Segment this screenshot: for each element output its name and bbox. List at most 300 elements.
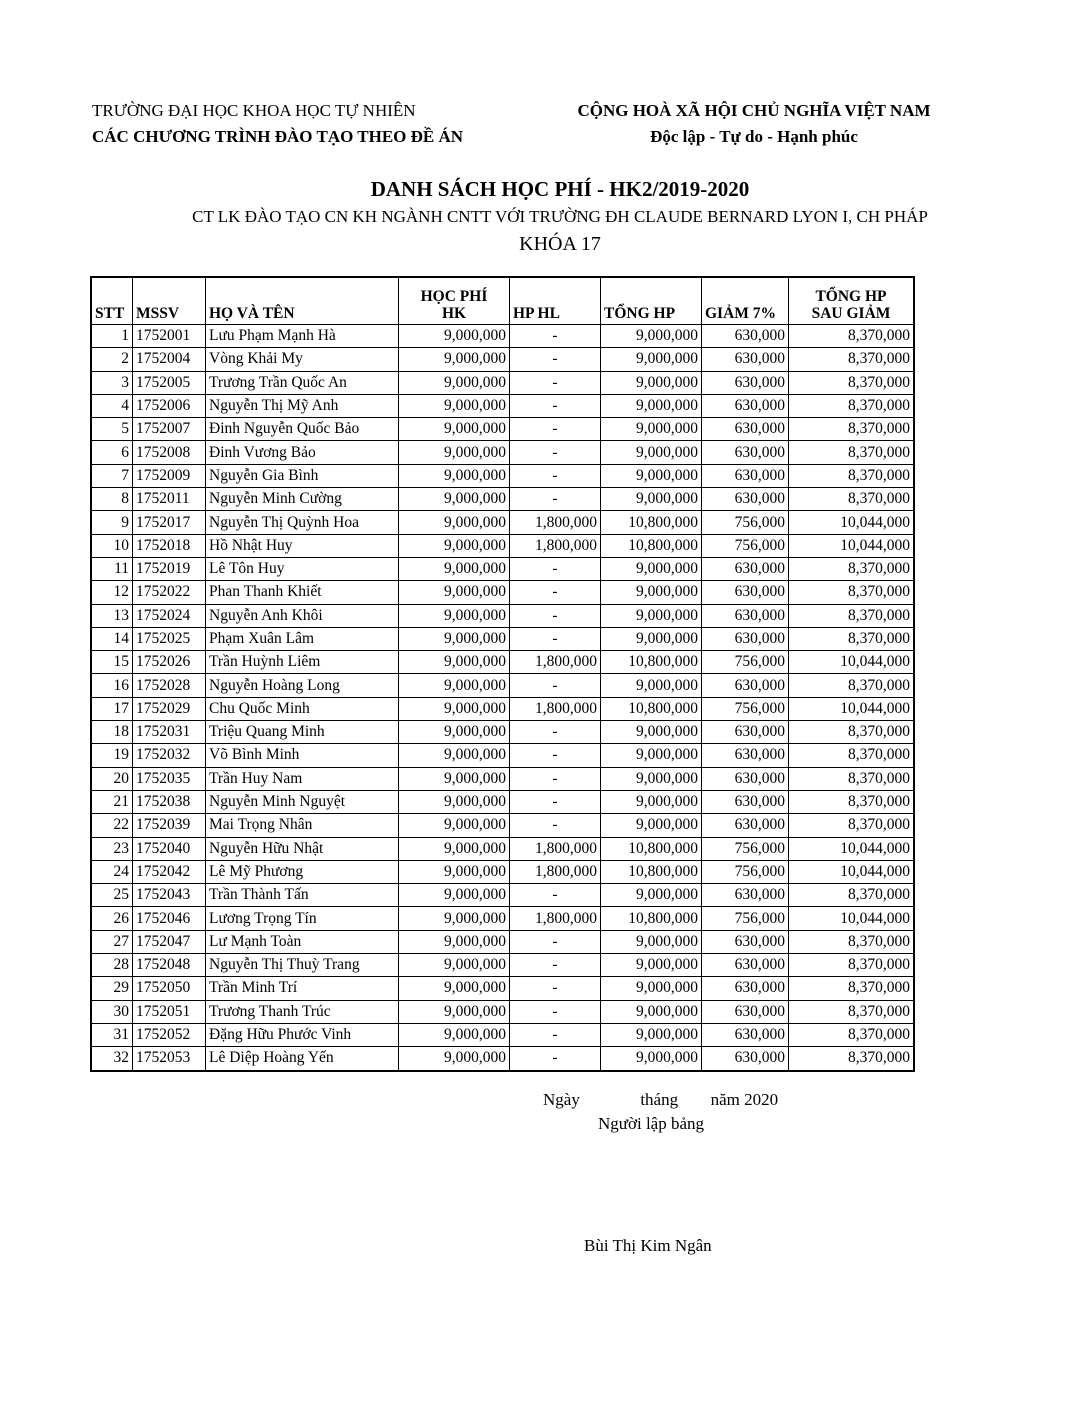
cell-stt: 8 (91, 488, 133, 511)
cell-name: Nguyễn Minh Cường (206, 488, 399, 511)
national-motto: Độc lập - Tự do - Hạnh phúc (650, 127, 858, 146)
cell-discount: 630,000 (702, 627, 789, 650)
cell-discount: 756,000 (702, 534, 789, 557)
cell-name: Nguyễn Thị Thuỳ Trang (206, 954, 399, 977)
cell-hp-hl: - (510, 604, 601, 627)
header-total: TỔNG HP (601, 277, 702, 325)
cell-tuition-hk: 9,000,000 (399, 814, 510, 837)
cell-tuition-hk: 9,000,000 (399, 744, 510, 767)
cell-name: Lư Mạnh Toàn (206, 930, 399, 953)
program-title: CT LK ĐÀO TẠO CN KH NGÀNH CNTT VỚI TRƯỜNG ĐH CLAUDE BERNARD LYON I, CH PHÁP (192, 207, 928, 226)
cell-stt: 4 (91, 394, 133, 417)
cell-stt: 1 (91, 325, 133, 348)
table-row (91, 441, 914, 464)
cell-total-after: 8,370,000 (789, 884, 915, 907)
cell-discount: 630,000 (702, 814, 789, 837)
cell-mssv: 1752042 (133, 860, 206, 883)
cell-stt: 22 (91, 814, 133, 837)
cell-discount: 756,000 (702, 651, 789, 674)
cell-name: Trần Thành Tấn (206, 884, 399, 907)
cell-stt: 27 (91, 930, 133, 953)
cell-stt: 7 (91, 464, 133, 487)
table-row (91, 721, 914, 744)
cell-total-after: 8,370,000 (789, 767, 915, 790)
header-total-after (789, 277, 915, 325)
cell-stt: 28 (91, 954, 133, 977)
cell-total: 10,800,000 (601, 907, 702, 930)
cell-total: 9,000,000 (601, 674, 702, 697)
cell-total: 10,800,000 (601, 511, 702, 534)
cell-hp-hl: 1,800,000 (510, 907, 601, 930)
cell-name: Trương Trần Quốc An (206, 371, 399, 394)
cell-hp-hl: - (510, 348, 601, 371)
cell-mssv: 1752004 (133, 348, 206, 371)
cell-discount: 630,000 (702, 325, 789, 348)
cell-discount: 630,000 (702, 418, 789, 441)
table-row (91, 557, 914, 580)
cell-total-after: 8,370,000 (789, 394, 915, 417)
cell-name: Lê Diệp Hoàng Yến (206, 1047, 399, 1071)
cell-hp-hl: - (510, 394, 601, 417)
cell-tuition-hk: 9,000,000 (399, 464, 510, 487)
cell-total: 10,800,000 (601, 860, 702, 883)
cell-mssv: 1752017 (133, 511, 206, 534)
cell-tuition-hk: 9,000,000 (399, 418, 510, 441)
cell-total-after: 8,370,000 (789, 627, 915, 650)
table-row (91, 464, 914, 487)
cell-total: 9,000,000 (601, 790, 702, 813)
cell-hp-hl: - (510, 1047, 601, 1071)
cell-mssv: 1752052 (133, 1023, 206, 1046)
cell-total-after: 8,370,000 (789, 371, 915, 394)
cell-stt: 17 (91, 697, 133, 720)
table-row (91, 1047, 914, 1071)
cell-tuition-hk: 9,000,000 (399, 1023, 510, 1046)
header-mssv: MSSV (133, 277, 206, 325)
cell-stt: 20 (91, 767, 133, 790)
cell-discount: 630,000 (702, 767, 789, 790)
cell-name: Trần Minh Trí (206, 977, 399, 1000)
cell-total-after: 8,370,000 (789, 348, 915, 371)
cell-tuition-hk: 9,000,000 (399, 1000, 510, 1023)
cell-total-after: 8,370,000 (789, 581, 915, 604)
cell-total-after: 8,370,000 (789, 954, 915, 977)
cell-hp-hl: - (510, 954, 601, 977)
cell-stt: 16 (91, 674, 133, 697)
cell-hp-hl: - (510, 488, 601, 511)
cell-mssv: 1752053 (133, 1047, 206, 1071)
table-maker-label: Người lập bảng (598, 1114, 705, 1133)
cell-total-after: 8,370,000 (789, 488, 915, 511)
table-row (91, 488, 914, 511)
table-row (91, 534, 914, 557)
header-discount: GIẢM 7% (702, 277, 789, 325)
cell-stt: 10 (91, 534, 133, 557)
cell-tuition-hk: 9,000,000 (399, 1047, 510, 1071)
table-row (91, 627, 914, 650)
cell-stt: 15 (91, 651, 133, 674)
cell-total-after: 10,044,000 (789, 837, 915, 860)
cell-name: Trần Huỳnh Liêm (206, 651, 399, 674)
cell-total-after: 8,370,000 (789, 418, 915, 441)
table-row (91, 1023, 914, 1046)
table-row (91, 860, 914, 883)
cell-discount: 756,000 (702, 837, 789, 860)
cell-name: Phạm Xuân Lâm (206, 627, 399, 650)
cell-mssv: 1752011 (133, 488, 206, 511)
cell-total-after: 8,370,000 (789, 977, 915, 1000)
cohort-title: KHÓA 17 (519, 233, 601, 255)
cell-hp-hl: - (510, 418, 601, 441)
cell-total-after: 10,044,000 (789, 534, 915, 557)
cell-mssv: 1752018 (133, 534, 206, 557)
cell-stt: 19 (91, 744, 133, 767)
cell-tuition-hk: 9,000,000 (399, 488, 510, 511)
table-row (91, 884, 914, 907)
cell-stt: 2 (91, 348, 133, 371)
cell-mssv: 1752050 (133, 977, 206, 1000)
table-row (91, 767, 914, 790)
cell-hp-hl: 1,800,000 (510, 697, 601, 720)
cell-total-after: 8,370,000 (789, 604, 915, 627)
cell-total-after: 8,370,000 (789, 1047, 915, 1071)
cell-discount: 630,000 (702, 674, 789, 697)
cell-stt: 9 (91, 511, 133, 534)
cell-stt: 14 (91, 627, 133, 650)
cell-discount: 756,000 (702, 860, 789, 883)
cell-total: 9,000,000 (601, 488, 702, 511)
cell-total: 10,800,000 (601, 697, 702, 720)
cell-mssv: 1752008 (133, 441, 206, 464)
cell-mssv: 1752048 (133, 954, 206, 977)
signer-name: Bùi Thị Kim Ngân (584, 1236, 712, 1255)
cell-tuition-hk: 9,000,000 (399, 697, 510, 720)
cell-total: 9,000,000 (601, 557, 702, 580)
table-row (91, 581, 914, 604)
cell-discount: 630,000 (702, 557, 789, 580)
header-tuition-hk-line1: HỌC PHÍ (420, 288, 488, 305)
table-row (91, 394, 914, 417)
cell-mssv: 1752051 (133, 1000, 206, 1023)
program-unit: CÁC CHƯƠNG TRÌNH ĐÀO TẠO THEO ĐỀ ÁN (92, 127, 464, 146)
cell-total-after: 8,370,000 (789, 721, 915, 744)
cell-mssv: 1752009 (133, 464, 206, 487)
cell-total: 9,000,000 (601, 954, 702, 977)
document-title: DANH SÁCH HỌC PHÍ - HK2/2019-2020 (370, 177, 750, 201)
cell-name: Nguyễn Thị Mỹ Anh (206, 394, 399, 417)
cell-name: Lương Trọng Tín (206, 907, 399, 930)
cell-mssv: 1752046 (133, 907, 206, 930)
cell-discount: 630,000 (702, 348, 789, 371)
cell-total: 9,000,000 (601, 441, 702, 464)
date-line (543, 1090, 778, 1110)
cell-name: Nguyễn Hoàng Long (206, 674, 399, 697)
institution-header (92, 98, 463, 150)
cell-stt: 21 (91, 790, 133, 813)
header-total-after-line2: SAU GIẢM (811, 305, 891, 322)
cell-name: Võ Bình Minh (206, 744, 399, 767)
table-row (91, 604, 914, 627)
cell-mssv: 1752022 (133, 581, 206, 604)
cell-name: Lưu Phạm Mạnh Hà (206, 325, 399, 348)
cell-total-after: 8,370,000 (789, 744, 915, 767)
cell-discount: 630,000 (702, 790, 789, 813)
cell-discount: 630,000 (702, 977, 789, 1000)
cell-hp-hl: - (510, 977, 601, 1000)
cell-total-after: 10,044,000 (789, 511, 915, 534)
cell-mssv: 1752032 (133, 744, 206, 767)
national-header (552, 98, 956, 150)
cell-hp-hl: - (510, 884, 601, 907)
cell-tuition-hk: 9,000,000 (399, 604, 510, 627)
cell-stt: 3 (91, 371, 133, 394)
cell-name: Đinh Nguyễn Quốc Bảo (206, 418, 399, 441)
table-row (91, 348, 914, 371)
cell-mssv: 1752025 (133, 627, 206, 650)
cell-stt: 29 (91, 977, 133, 1000)
cell-name: Vòng Khải My (206, 348, 399, 371)
table-row (91, 814, 914, 837)
table-row (91, 697, 914, 720)
cell-name: Triệu Quang Minh (206, 721, 399, 744)
cell-tuition-hk: 9,000,000 (399, 511, 510, 534)
cell-discount: 630,000 (702, 744, 789, 767)
cell-mssv: 1752028 (133, 674, 206, 697)
cell-total: 10,800,000 (601, 837, 702, 860)
cell-total: 9,000,000 (601, 884, 702, 907)
cell-tuition-hk: 9,000,000 (399, 394, 510, 417)
cell-stt: 6 (91, 441, 133, 464)
table-header-row (91, 277, 914, 325)
cell-stt: 32 (91, 1047, 133, 1071)
document-title-block (60, 174, 1060, 258)
cell-tuition-hk: 9,000,000 (399, 954, 510, 977)
country-name: CỘNG HOÀ XÃ HỘI CHỦ NGHĨA VIỆT NAM (577, 101, 931, 120)
cell-total: 9,000,000 (601, 627, 702, 650)
cell-stt: 30 (91, 1000, 133, 1023)
cell-mssv: 1752024 (133, 604, 206, 627)
cell-total: 9,000,000 (601, 767, 702, 790)
cell-hp-hl: - (510, 930, 601, 953)
table-row (91, 371, 914, 394)
cell-total: 9,000,000 (601, 394, 702, 417)
cell-hp-hl: - (510, 371, 601, 394)
cell-stt: 24 (91, 860, 133, 883)
cell-hp-hl: - (510, 767, 601, 790)
cell-tuition-hk: 9,000,000 (399, 860, 510, 883)
cell-total: 9,000,000 (601, 930, 702, 953)
header-total-after-line1: TỔNG HP (815, 288, 887, 305)
table-row (91, 907, 914, 930)
cell-tuition-hk: 9,000,000 (399, 557, 510, 580)
date-year-label: năm 2020 (710, 1090, 779, 1109)
cell-total-after: 10,044,000 (789, 651, 915, 674)
cell-hp-hl: 1,800,000 (510, 837, 601, 860)
table-row (91, 674, 914, 697)
cell-total: 9,000,000 (601, 464, 702, 487)
cell-total: 9,000,000 (601, 1000, 702, 1023)
cell-discount: 630,000 (702, 441, 789, 464)
cell-discount: 630,000 (702, 954, 789, 977)
cell-name: Chu Quốc Minh (206, 697, 399, 720)
cell-hp-hl: - (510, 627, 601, 650)
cell-name: Phan Thanh Khiết (206, 581, 399, 604)
table-body (91, 325, 914, 1071)
table-row (91, 790, 914, 813)
cell-total-after: 8,370,000 (789, 441, 915, 464)
cell-stt: 13 (91, 604, 133, 627)
cell-tuition-hk: 9,000,000 (399, 837, 510, 860)
cell-total-after: 8,370,000 (789, 1000, 915, 1023)
cell-discount: 630,000 (702, 488, 789, 511)
cell-tuition-hk: 9,000,000 (399, 674, 510, 697)
cell-stt: 5 (91, 418, 133, 441)
cell-tuition-hk: 9,000,000 (399, 767, 510, 790)
cell-tuition-hk: 9,000,000 (399, 977, 510, 1000)
cell-mssv: 1752039 (133, 814, 206, 837)
cell-tuition-hk: 9,000,000 (399, 721, 510, 744)
cell-hp-hl: 1,800,000 (510, 511, 601, 534)
cell-hp-hl: - (510, 744, 601, 767)
header-tuition-hk-line2: HK (441, 305, 467, 322)
cell-discount: 630,000 (702, 1023, 789, 1046)
cell-hp-hl: - (510, 1000, 601, 1023)
cell-discount: 630,000 (702, 1000, 789, 1023)
cell-total: 9,000,000 (601, 418, 702, 441)
cell-total-after: 10,044,000 (789, 697, 915, 720)
cell-tuition-hk: 9,000,000 (399, 651, 510, 674)
cell-hp-hl: - (510, 1023, 601, 1046)
cell-total: 9,000,000 (601, 325, 702, 348)
cell-tuition-hk: 9,000,000 (399, 325, 510, 348)
cell-total: 9,000,000 (601, 371, 702, 394)
cell-total: 9,000,000 (601, 1023, 702, 1046)
table-row (91, 651, 914, 674)
cell-hp-hl: - (510, 790, 601, 813)
cell-total: 9,000,000 (601, 581, 702, 604)
header-tuition-hk (399, 277, 510, 325)
cell-name: Nguyễn Hữu Nhật (206, 837, 399, 860)
cell-name: Đinh Vương Bảo (206, 441, 399, 464)
cell-mssv: 1752026 (133, 651, 206, 674)
cell-total-after: 10,044,000 (789, 860, 915, 883)
cell-tuition-hk: 9,000,000 (399, 884, 510, 907)
cell-discount: 630,000 (702, 721, 789, 744)
cell-total: 10,800,000 (601, 651, 702, 674)
date-month-label: tháng (640, 1090, 679, 1109)
cell-mssv: 1752035 (133, 767, 206, 790)
table-row (91, 418, 914, 441)
cell-hp-hl: 1,800,000 (510, 860, 601, 883)
cell-total-after: 8,370,000 (789, 464, 915, 487)
cell-stt: 18 (91, 721, 133, 744)
cell-mssv: 1752040 (133, 837, 206, 860)
cell-total: 9,000,000 (601, 977, 702, 1000)
cell-total-after: 8,370,000 (789, 790, 915, 813)
table-row (91, 744, 914, 767)
cell-tuition-hk: 9,000,000 (399, 790, 510, 813)
cell-mssv: 1752038 (133, 790, 206, 813)
cell-hp-hl: - (510, 441, 601, 464)
cell-mssv: 1752019 (133, 557, 206, 580)
cell-discount: 630,000 (702, 1047, 789, 1071)
cell-total-after: 8,370,000 (789, 325, 915, 348)
cell-name: Đặng Hữu Phước Vinh (206, 1023, 399, 1046)
cell-hp-hl: - (510, 814, 601, 837)
cell-total-after: 8,370,000 (789, 557, 915, 580)
cell-tuition-hk: 9,000,000 (399, 627, 510, 650)
table-row (91, 930, 914, 953)
cell-tuition-hk: 9,000,000 (399, 348, 510, 371)
cell-total: 10,800,000 (601, 534, 702, 557)
cell-discount: 756,000 (702, 907, 789, 930)
table-row (91, 837, 914, 860)
cell-hp-hl: - (510, 464, 601, 487)
table-row (91, 1000, 914, 1023)
cell-tuition-hk: 9,000,000 (399, 534, 510, 557)
cell-name: Trần Huy Nam (206, 767, 399, 790)
cell-tuition-hk: 9,000,000 (399, 930, 510, 953)
cell-discount: 630,000 (702, 930, 789, 953)
cell-hp-hl: 1,800,000 (510, 651, 601, 674)
cell-mssv: 1752031 (133, 721, 206, 744)
cell-stt: 26 (91, 907, 133, 930)
cell-discount: 630,000 (702, 884, 789, 907)
cell-tuition-hk: 9,000,000 (399, 907, 510, 930)
cell-discount: 630,000 (702, 604, 789, 627)
cell-name: Hồ Nhật Huy (206, 534, 399, 557)
cell-mssv: 1752007 (133, 418, 206, 441)
cell-name: Lê Mỹ Phương (206, 860, 399, 883)
cell-stt: 31 (91, 1023, 133, 1046)
cell-discount: 630,000 (702, 371, 789, 394)
date-day-label: Ngày (543, 1090, 580, 1109)
cell-mssv: 1752047 (133, 930, 206, 953)
cell-total-after: 8,370,000 (789, 814, 915, 837)
cell-hp-hl: - (510, 721, 601, 744)
cell-name: Mai Trọng Nhân (206, 814, 399, 837)
cell-name: Lê Tôn Huy (206, 557, 399, 580)
table-row (91, 954, 914, 977)
cell-name: Nguyễn Thị Quỳnh Hoa (206, 511, 399, 534)
cell-name: Nguyễn Anh Khôi (206, 604, 399, 627)
cell-tuition-hk: 9,000,000 (399, 371, 510, 394)
cell-tuition-hk: 9,000,000 (399, 441, 510, 464)
cell-discount: 630,000 (702, 464, 789, 487)
cell-stt: 23 (91, 837, 133, 860)
cell-tuition-hk: 9,000,000 (399, 581, 510, 604)
cell-total-after: 8,370,000 (789, 1023, 915, 1046)
cell-mssv: 1752006 (133, 394, 206, 417)
cell-total-after: 8,370,000 (789, 674, 915, 697)
cell-discount: 756,000 (702, 697, 789, 720)
cell-discount: 630,000 (702, 394, 789, 417)
cell-total: 9,000,000 (601, 721, 702, 744)
cell-total: 9,000,000 (601, 604, 702, 627)
cell-hp-hl: 1,800,000 (510, 534, 601, 557)
cell-name: Nguyễn Minh Nguyệt (206, 790, 399, 813)
cell-hp-hl: - (510, 674, 601, 697)
cell-name: Trương Thanh Trúc (206, 1000, 399, 1023)
cell-mssv: 1752005 (133, 371, 206, 394)
cell-discount: 756,000 (702, 511, 789, 534)
cell-hp-hl: - (510, 557, 601, 580)
cell-name: Nguyễn Gia Bình (206, 464, 399, 487)
cell-total: 9,000,000 (601, 814, 702, 837)
cell-mssv: 1752043 (133, 884, 206, 907)
cell-total-after: 8,370,000 (789, 930, 915, 953)
header-stt: STT (91, 277, 133, 325)
